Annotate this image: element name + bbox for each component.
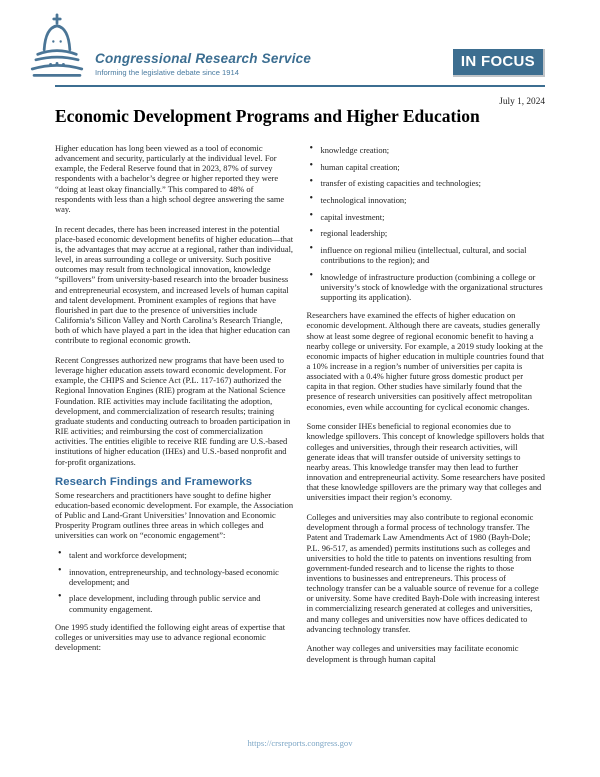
list-item: • capital investment; xyxy=(307,212,546,222)
paragraph: Some researchers and practitioners have sought to define higher education-based economic development. For example, the Association of Public and Land-Grant Universities’ Innovation and Economic Prosperity Program outlines three areas in which colleges and universities can work on “economic engagement”: xyxy=(55,489,294,541)
list-item: • regional leadership; xyxy=(307,228,546,238)
list-item: • talent and workforce development; xyxy=(55,550,294,560)
crs-capitol-logo-icon xyxy=(24,11,90,88)
paragraph: In recent decades, there has been increased interest in the potential place-based economic development benefits of higher education—that is, the advantages that may accrue at a regional, rather than individual, level, in areas surrounding a college or university. Such positive outcomes may result from technological innovation, knowledge “spillovers” from university-based research into the broader business and entrepreneurial ecosystem, and increased levels of human capital and talent development. Prominent examples of regions that have flourished in part due to the presence of universities include California’s Silicon Valley and North Carolina’s Research Triangle, both of which have played a part in the idea that higher education can contribute to regional economic growth. xyxy=(55,223,294,346)
list-item: • innovation, entrepreneurship, and technology-based economic development; and xyxy=(55,567,294,587)
section-heading-research-findings: Research Findings and Frameworks xyxy=(55,476,253,489)
body-columns xyxy=(55,143,545,664)
logo-tagline: Informing the legislative debate since 1914 xyxy=(95,67,239,77)
header-rule xyxy=(55,85,545,87)
list-item: • technological innovation; xyxy=(307,195,546,205)
list-item: • transfer of existing capacities and technologies; xyxy=(307,178,546,188)
logo-text-block xyxy=(95,51,311,77)
right-column xyxy=(307,143,546,664)
document-header xyxy=(0,0,600,88)
list-item: • place development, including through public service and community engagement. xyxy=(55,593,294,613)
list-item: • human capital creation; xyxy=(307,162,546,172)
paragraph: Researchers have examined the effects of higher education on economic development. Although there are caveats, studies generally show at least some degree of regional economic benefit to having a nearby college or university. For example, a 2019 study looking at the economic impacts of higher education in multiple countries found that a 10% increase in a region’s number of universities per capita is associated with a 0.4% higher future gross domestic product per capita in that region. Other studies have similarly found that the presence of research universities can positively affect metropolitan economies, even while accounting for cyclical economic changes. xyxy=(306,310,544,412)
publication-date: July 1, 2024 xyxy=(499,97,545,107)
list-item: • knowledge creation; xyxy=(307,145,546,155)
list-item: • influence on regional milieu (intellectual, cultural, and social contributions to the region); and xyxy=(307,245,546,265)
paragraph: Some consider IHEs beneficial to regional economies due to knowledge spillovers. This concept of knowledge spillovers holds that colleges and universities, through their research activities, will generate ideas that will transfer outside of university settings to nearby areas. This knowledge transfer may then lead to further innovation and entrepreneurial activity. Some researchers have posited that these knowledge spillovers are the primary way that colleges and universities impact their region’s economy. xyxy=(306,421,545,503)
list-item: • knowledge of infrastructure production (combining a college or university’s stock of knowledge with the organizational structures supporting its application). xyxy=(307,272,546,302)
engagement-areas-list xyxy=(55,550,294,614)
document-footer xyxy=(0,738,600,748)
paragraph: One 1995 study identified the following eight areas of expertise that colleges or universities may use to advance regional economic development: xyxy=(55,621,286,653)
page-title: Economic Development Programs and Higher Education xyxy=(55,106,480,126)
paragraph: Colleges and universities may also contribute to regional economic development through a formal process of technology transfer. The Patent and Trademark Law Amendments Act of 1980 (Bayh-Dole; P.L. 96-517, as amended) permits institutions such as colleges and universities to hold the title to patents on inventions resulting from government-funded research and to license the rights to those inventions to businesses and entrepreneurs. This process of technology transfer can be a valuable source of revenue for a college or university. Some have credited Bayh-Dole with increasing interest in commercializing research generated at colleges and universities, and many colleges and universities now have offices dedicated to advancing technology transfer. xyxy=(306,512,540,634)
footer-link[interactable]: https://crsreports.congress.gov xyxy=(247,738,353,748)
in-focus-badge: IN FOCUS xyxy=(453,49,545,77)
paragraph: Recent Congresses authorized new programs that have been used to leverage higher education assets toward economic development. For example, the CHIPS and Science Act (P.L. 117-167) authorized the Regional Innovation Engines (RIE) program at the National Science Foundation. RIE activities may include facilitating the adoption, development, and commercialization of research results; training graduate students and conducting outreach to broaden participation in RIE activities; and reimbursing the cost of commercialization activities. The entities eligible to receive RIE funding are U.S.-based institutions of higher education (IHEs) and U.S.-based nonprofit and for-profit organizations. xyxy=(55,354,291,467)
expertise-areas-list xyxy=(307,145,546,302)
logo-title: Congressional Research Service xyxy=(95,51,312,66)
paragraph: Higher education has long been viewed as a tool of economic advancement and security, particularly at the individual level. For example, the Federal Reserve found that in 2023, 87% of survey respondents with a bachelor’s degree or higher reported they were “doing at least okay financially.” This compared to 48% of respondents with less than a high school degree answering the same way. xyxy=(55,143,285,214)
left-column xyxy=(55,143,294,664)
paragraph: Another way colleges and universities may facilitate economic development is through human capital xyxy=(306,643,519,664)
